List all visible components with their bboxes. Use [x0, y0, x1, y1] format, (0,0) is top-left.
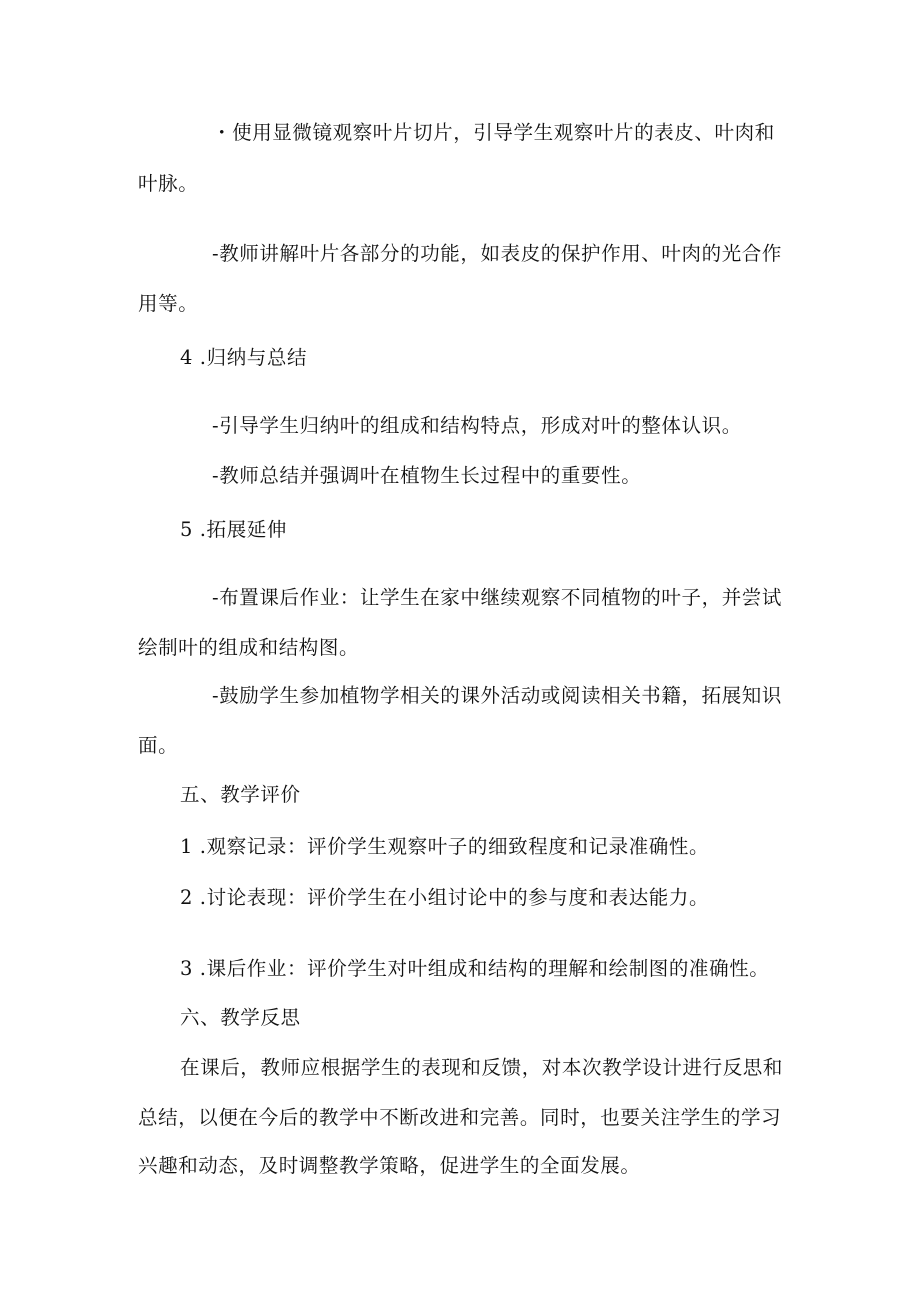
extension-item-2-cont: 面。	[138, 734, 179, 757]
summary-item-1: -引导学生归纳叶的组成和结构特点，形成对叶的整体认识。	[212, 414, 742, 437]
evaluation-item-3: 3 .课后作业：评价学生对叶组成和结构的理解和绘制图的准确性。	[180, 957, 770, 980]
extension-item-1: -布置课后作业：让学生在家中继续观察不同植物的叶子，并尝试	[212, 586, 782, 609]
evaluation-item-1: 1 .观察记录：评价学生观察叶子的细致程度和记录准确性。	[180, 835, 710, 858]
extension-item-1-cont: 绘制叶的组成和结构图。	[138, 636, 360, 659]
summary-item-2: -教师总结并强调叶在植物生长过程中的重要性。	[212, 464, 642, 487]
evaluation-item-2: 2 .讨论表现：评价学生在小组讨论中的参与度和表达能力。	[180, 886, 710, 909]
bullet-microscope-line-cont: 叶脉。	[138, 172, 199, 195]
extension-item-2: -鼓励学生参加植物学相关的课外活动或阅读相关书籍，拓展知识	[212, 684, 782, 707]
teacher-explain-line: -教师讲解叶片各部分的功能，如表皮的保护作用、叶肉的光合作	[212, 242, 782, 265]
reflection-paragraph-line-3: 兴趣和动态，及时调整教学策略，促进学生的全面发展。	[138, 1154, 641, 1177]
chapter-heading-evaluation: 五、教学评价	[180, 783, 301, 806]
section-heading-summary: 4 .归纳与总结	[180, 346, 308, 369]
bullet-microscope-line: ・使用显微镜观察叶片切片，引导学生观察叶片的表皮、叶肉和	[212, 121, 775, 144]
section-heading-extension: 5 .拓展延伸	[180, 518, 288, 541]
teacher-explain-line-cont: 用等。	[138, 292, 199, 315]
reflection-paragraph-line-1: 在课后，教师应根据学生的表现和反馈，对本次教学设计进行反思和	[180, 1056, 784, 1079]
chapter-heading-reflection: 六、教学反思	[180, 1006, 301, 1029]
reflection-paragraph-line-2: 总结，以便在今后的教学中不断改进和完善。同时，也要关注学生的学习	[138, 1106, 782, 1129]
